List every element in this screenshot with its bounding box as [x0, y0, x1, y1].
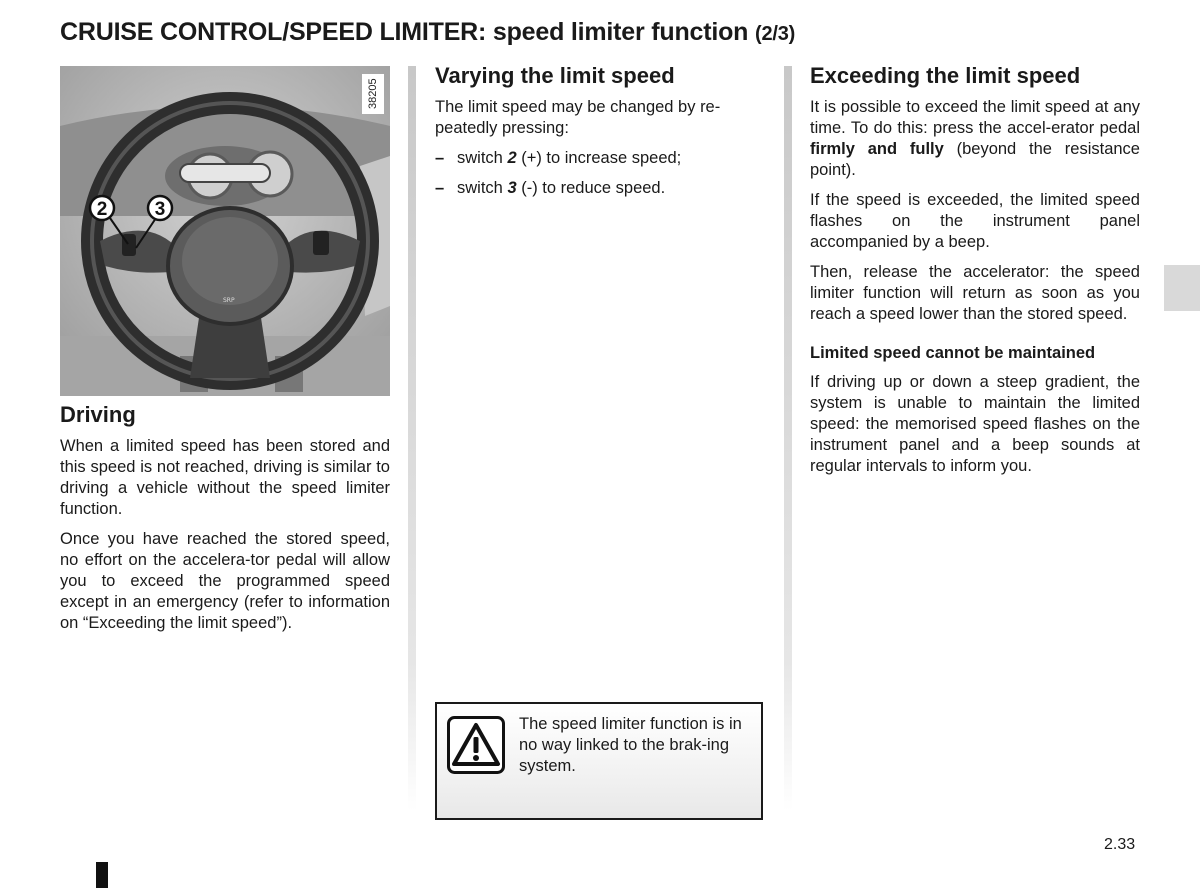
exceeding-section — [810, 63, 1140, 486]
exceeding-paragraph-1: It is possible to exceed the limit speed at any time. To do this: press the accel-erator pedal firmly and fully (beyond the resistance point). — [810, 98, 1140, 179]
figure-number: 38205 — [362, 74, 384, 114]
exceeding-paragraph-4: If driving up or down a steep gradient, the system is unable to maintain the limited speed: the memorised speed flashes on the instrument panel and a beep sounds at regular intervals to inform you. — [810, 373, 1140, 475]
column-divider-left — [408, 66, 416, 811]
page-title — [60, 18, 960, 47]
list-item — [435, 148, 765, 169]
steering-wheel-icon — [60, 66, 390, 396]
exceeding-paragraph-2: If the speed is exceeded, the limited speed flashes on the instrument panel accompanied by a beep. — [810, 191, 1140, 251]
callout-3-label: 3 — [154, 199, 166, 220]
warning-text: The speed limiter function is in no way linked to the brak-ing system. — [519, 715, 742, 775]
column-divider-right — [784, 66, 792, 811]
bullet-dash: – — [435, 149, 445, 167]
page-title-part: (2/3) — [755, 23, 796, 45]
warning-triangle-icon — [447, 716, 505, 774]
page-title-text: CRUISE CONTROL/SPEED LIMITER: speed limiter function — [60, 18, 749, 46]
driving-section — [60, 402, 390, 643]
varying-heading: Varying the limit speed — [435, 63, 675, 88]
bullet-text: switch 3 (-) to reduce speed. — [457, 179, 666, 197]
steering-wheel-illustration — [60, 66, 390, 396]
exceeding-heading: Exceeding the limit speed — [810, 63, 1081, 88]
driving-heading: Driving — [60, 402, 136, 427]
page-number: 2.33 — [1104, 836, 1136, 853]
list-item — [435, 178, 765, 199]
varying-section — [435, 63, 765, 208]
bullet-dash: – — [435, 179, 445, 197]
warning-box — [435, 702, 763, 820]
chapter-tab — [1164, 265, 1200, 311]
bullet-text: switch 2 (+) to increase speed; — [457, 149, 682, 167]
callout-2-label: 2 — [96, 199, 108, 220]
driving-paragraph-2: Once you have reached the stored speed, no effort on the accelera-tor pedal will allow you to exceed the programmed speed except in an emergency (refer to information on “Exceeding the limit speed”). — [60, 530, 390, 632]
svg-text:SRP: SRP — [223, 297, 235, 304]
corner-mark — [96, 862, 108, 888]
limited-speed-subheading: Limited speed cannot be maintained — [810, 344, 1096, 362]
varying-intro: The limit speed may be changed by re-peatedly pressing: — [435, 98, 721, 137]
driving-paragraph-1: When a limited speed has been stored and this speed is not reached, driving is similar to driving a vehicle without the speed limiter function. — [60, 437, 390, 518]
exceeding-paragraph-3: Then, release the accelerator: the speed limiter function will return as soon as you reach a speed lower than the stored speed. — [810, 263, 1140, 323]
